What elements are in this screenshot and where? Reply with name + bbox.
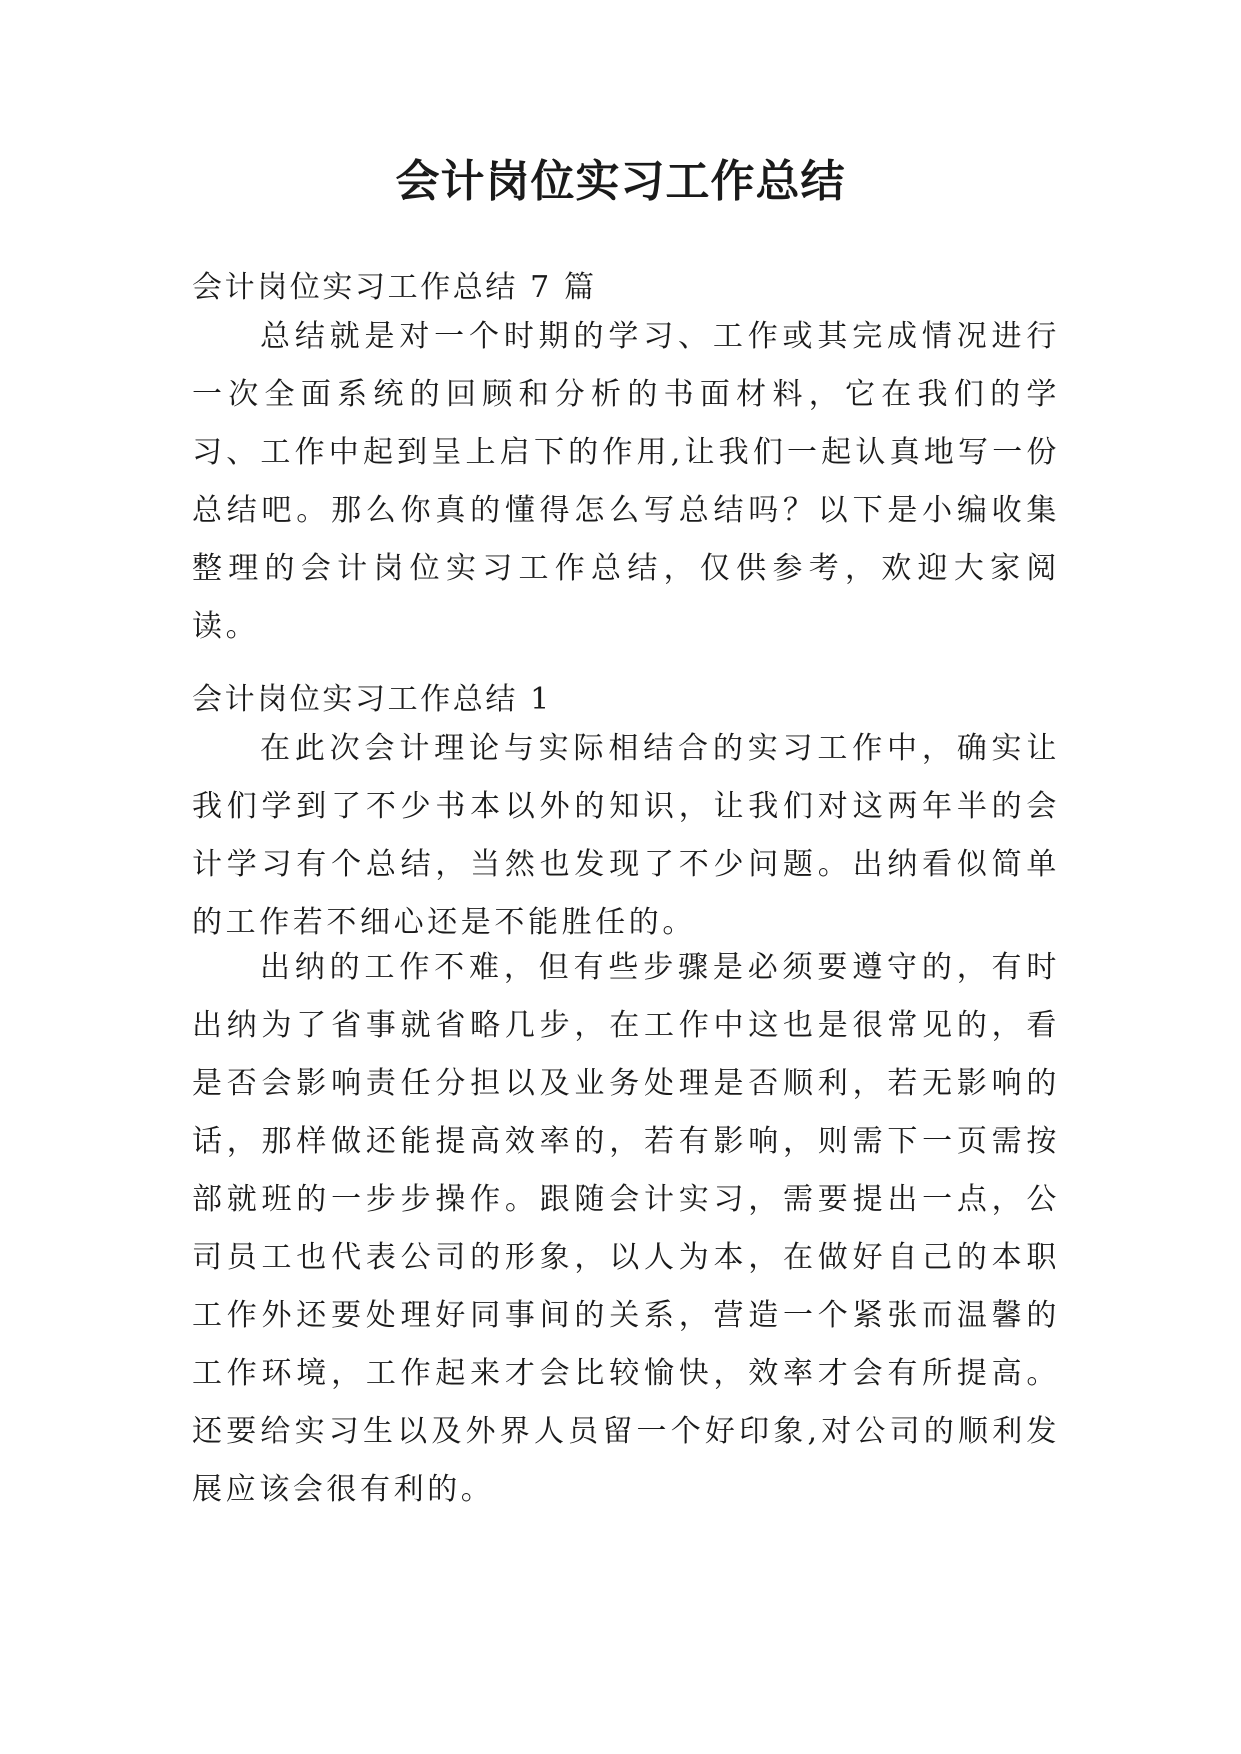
section-1-paragraph-2: 出纳的工作不难，但有些步骤是必须要遵守的，有时出纳为了省事就省略几步，在工作中这也是很常见的，看是否会影响责任分担以及业务处理是否顺利，若无影响的话，那样做还能提高效率的，若有影响，则需下一页需按部就班的一步步操作。跟随会计实习，需要提出一点，公司员工也代表公司的形象，以人为本，在做好自己的本职工作外还要处理好同事间的关系，营造一个紧张而温馨的工作环境，工作起来才会比较愉快，效率才会有所提高。还要给实习生以及外界人员留一个好印象,对公司的顺利发展应该会很有利的。 — [192, 950, 1060, 1507]
section-1-paragraph-1: 在此次会计理论与实际相结合的实习工作中，确实让我们学到了不少书本以外的知识，让我们对这两年半的会计学习有个总结，当然也发现了不少问题。出纳看似简单的工作若不细心还是不能胜任的。 — [192, 731, 1060, 940]
section-1-heading: 会计岗位实习工作总结 1 — [192, 682, 552, 717]
document-title: 会计岗位实习工作总结 — [395, 156, 846, 207]
intro-paragraph: 总结就是对一个时期的学习、工作或其完成情况进行一次全面系统的回顾和分析的书面材料，它在我们的学习、工作中起到呈上启下的作用,让我们一起认真地写一份总结吧。那么你真的懂得怎么写总结吗？以下是小编收集整理的会计岗位实习工作总结，仅供参考，欢迎大家阅读。 — [192, 319, 1060, 644]
document-subtitle: 会计岗位实习工作总结 7 篇 — [192, 270, 597, 305]
